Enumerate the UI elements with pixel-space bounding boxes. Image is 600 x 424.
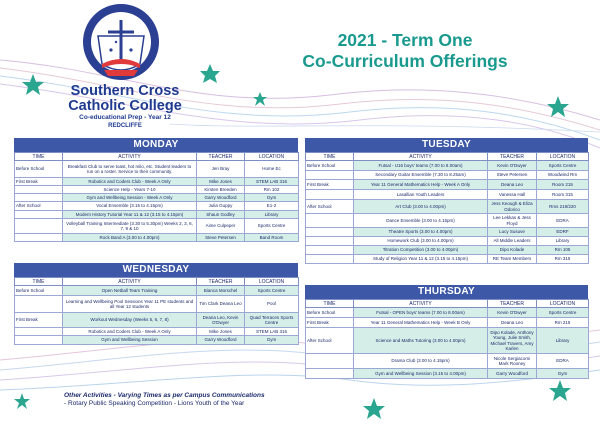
monday-panel xyxy=(14,138,298,242)
activity-cell: Homework Club (3.00 to 4.00pm) xyxy=(354,237,488,246)
activity-cell: Breakfast Club to serve toast, hot milo, etc. Student leaders to run on a roster. Service to their community. xyxy=(63,161,197,178)
col-time: TIME xyxy=(306,300,354,308)
teacher-cell: Tim Clark Deana Leo xyxy=(197,296,245,313)
col-activity: ACTIVITY xyxy=(63,278,197,286)
activity-cell: Open Netball Team Training xyxy=(63,286,197,296)
table-row xyxy=(15,296,299,313)
location-cell: Quad Terraces Sports Centre xyxy=(245,313,299,328)
col-activity: ACTIVITY xyxy=(63,153,197,161)
activity-cell: Rock Band A (3.00 to 4.00pm) xyxy=(63,234,197,242)
star-icon xyxy=(549,380,571,401)
activity-cell: Learning and Wellbeing Pool Sessions Year 11 PE students and all Year 12 students xyxy=(63,296,197,313)
time-cell: Before School xyxy=(306,161,354,171)
location-cell: Rm 105 xyxy=(537,246,589,255)
location-cell: Room 215 xyxy=(537,180,589,190)
time-cell xyxy=(15,186,63,194)
time-cell xyxy=(306,228,354,237)
location-cell: Rm 102 xyxy=(245,186,299,194)
table-row xyxy=(306,214,589,228)
table-row xyxy=(306,369,589,379)
teacher-cell: All Middle Leaders xyxy=(488,237,537,246)
activity-cell: Gym and Wellbeing Session - Week A Only xyxy=(63,194,197,202)
teacher-cell: Kirsten Breeden xyxy=(197,186,245,194)
table-row xyxy=(306,180,589,190)
activity-cell: Futsal - U16 boys' teams (7.00 to 8.00am) xyxy=(354,161,488,171)
teacher-cell: Dipo Kolade, Anthony Young, Julie Smith, Michael Travers, Amy Karlen xyxy=(488,328,537,354)
time-cell xyxy=(15,296,63,313)
time-cell: First Break xyxy=(306,318,354,328)
time-cell xyxy=(306,255,354,264)
time-cell: First Break xyxy=(15,313,63,328)
activity-cell: Gym and Wellbeing Session (3.15 to 4.00pm) xyxy=(354,369,488,379)
time-cell: Before School xyxy=(306,308,354,318)
location-cell: Gym xyxy=(537,369,589,379)
table-row xyxy=(306,354,589,369)
wednesday-table xyxy=(14,277,299,345)
teacher-cell: Dipo Kolade xyxy=(488,246,537,255)
time-cell xyxy=(306,369,354,379)
location-cell: Sports Centre xyxy=(245,219,299,234)
monday-heading: MONDAY xyxy=(14,138,298,152)
title-term: 2021 - Term One xyxy=(337,30,473,50)
table-row xyxy=(306,190,589,200)
activity-cell: Workout Wednesday (Weeks 5, 6, 7, 8) xyxy=(63,313,197,328)
activity-cell: Vocal Ensemble (3.15 to 4.15pm) xyxy=(63,202,197,211)
time-cell xyxy=(15,211,63,219)
location-cell: STEM LAB 316 xyxy=(245,328,299,336)
teacher-cell: Kevin O'Dwyer xyxy=(488,161,537,171)
location-cell: Rm 215 xyxy=(537,318,589,328)
time-cell: After School xyxy=(306,328,354,354)
star-icon xyxy=(547,96,569,117)
col-time: TIME xyxy=(15,153,63,161)
activity-cell: Science Help - Years 7-10 xyxy=(63,186,197,194)
footer-heading: Other Activities - Varying Times as per Campus Communications xyxy=(64,392,265,399)
time-cell xyxy=(306,246,354,255)
location-cell: Library xyxy=(537,328,589,354)
location-cell: Gym xyxy=(245,336,299,345)
col-activity: ACTIVITY xyxy=(354,300,488,308)
teacher-cell: Nicole Sergiacomi Mark Rooney xyxy=(488,354,537,369)
tuesday-heading: TUESDAY xyxy=(305,138,588,152)
star-icon xyxy=(200,64,220,83)
location-cell: Rms 219/220 xyxy=(537,200,589,214)
location-cell: EDRA xyxy=(537,354,589,369)
table-row xyxy=(306,255,589,264)
star-icon xyxy=(14,393,30,409)
table-row xyxy=(15,194,299,202)
location-cell: Band Room xyxy=(245,234,299,242)
table-row xyxy=(306,246,589,255)
table-row xyxy=(306,171,589,180)
col-teacher: TEACHER xyxy=(488,300,537,308)
teacher-cell: Jen Bray xyxy=(197,161,245,178)
monday-table xyxy=(14,152,299,242)
activity-cell: Year 11 General Mathematics Help - Week A Only xyxy=(354,180,488,190)
table-row xyxy=(15,161,299,178)
footer-other-activities xyxy=(64,392,364,407)
table-row xyxy=(15,202,299,211)
activity-cell: Year 11 General Mathematics Help - Week B Only xyxy=(354,318,488,328)
tuesday-table xyxy=(305,152,589,264)
activity-cell: Volleyball Training Intermediate (3.30 to 5.30pm) Weeks 2, 3, 6, 7, 9 & 10 xyxy=(63,219,197,234)
teacher-cell: Kevin O'Dwyer xyxy=(488,308,537,318)
location-cell: Sports Centre xyxy=(537,308,589,318)
col-teacher: TEACHER xyxy=(197,153,245,161)
location-cell: STEM LAB 316 xyxy=(245,178,299,186)
activity-cell: Science and Maths Tutoring (3.00 to 4.00pm) xyxy=(354,328,488,354)
time-cell: First Break xyxy=(306,180,354,190)
star-icon xyxy=(22,74,44,95)
teacher-cell: Julia Guppy xyxy=(197,202,245,211)
teacher-cell: Garry Woodford xyxy=(197,194,245,202)
tuesday-panel xyxy=(305,138,588,264)
teacher-cell: Aime Culpeper xyxy=(197,219,245,234)
table-row xyxy=(15,219,299,234)
col-location: LOCATION xyxy=(537,300,589,308)
time-cell: First Break xyxy=(15,178,63,186)
table-row xyxy=(306,161,589,171)
location-cell: Home Ec xyxy=(245,161,299,178)
table-row xyxy=(306,237,589,246)
table-row xyxy=(15,286,299,296)
college-crest-logo xyxy=(78,2,164,84)
teacher-cell: Steve Petersen xyxy=(488,171,537,180)
col-location: LOCATION xyxy=(245,153,299,161)
teacher-cell: Mike Jones xyxy=(197,178,245,186)
activity-cell: Art Club (3.00 to 4.00pm) xyxy=(354,200,488,214)
wednesday-heading: WEDNESDAY xyxy=(14,263,298,277)
table-row xyxy=(306,200,589,214)
teacher-cell: Mike Jones xyxy=(197,328,245,336)
activity-cell: Drama Club (3.00 to 4.15pm) xyxy=(354,354,488,369)
table-row xyxy=(15,234,299,242)
location-cell: Sports Centre xyxy=(537,161,589,171)
page-title xyxy=(250,30,560,72)
location-cell: Gym xyxy=(245,194,299,202)
teacher-cell: Deana Leo, Kevin O'Dwyer xyxy=(197,313,245,328)
activity-cell: Theatre Sports (3.00 to 4.00pm) xyxy=(354,228,488,237)
time-cell xyxy=(306,190,354,200)
location-cell: Room 315 xyxy=(537,190,589,200)
teacher-cell: Bianca Morschel xyxy=(197,286,245,296)
activity-cell: Study of Religion Year 11 & 12 (3.15 to 4.15pm) xyxy=(354,255,488,264)
title-subtitle: Co-Curriculum Offerings xyxy=(302,51,508,71)
time-cell xyxy=(306,354,354,369)
wednesday-panel xyxy=(14,263,298,345)
school-name-line2: Catholic College xyxy=(68,97,182,114)
time-cell xyxy=(15,328,63,336)
time-cell: After School xyxy=(15,202,63,211)
teacher-cell: Deana Leo xyxy=(488,318,537,328)
location-cell: Pool xyxy=(245,296,299,313)
col-time: TIME xyxy=(15,278,63,286)
activity-cell: Robotics and Coders Club - Week A Only xyxy=(63,178,197,186)
col-teacher: TEACHER xyxy=(488,153,537,161)
activity-cell: Lasallian Youth Leaders xyxy=(354,190,488,200)
teacher-cell: Jess Keough & Eliza Odorico xyxy=(488,200,537,214)
table-row xyxy=(306,328,589,354)
location-cell: Sports Centre xyxy=(245,286,299,296)
location-cell: E1-2 xyxy=(245,202,299,211)
col-teacher: TEACHER xyxy=(197,278,245,286)
table-row xyxy=(15,313,299,328)
star-icon xyxy=(363,398,385,419)
school-name-block xyxy=(60,84,190,129)
time-cell: After School xyxy=(306,200,354,214)
time-cell xyxy=(306,171,354,180)
teacher-cell: Shaun Godley xyxy=(197,211,245,219)
table-row xyxy=(15,186,299,194)
table-row xyxy=(15,211,299,219)
time-cell xyxy=(15,234,63,242)
teacher-cell: Garry Woodford xyxy=(197,336,245,345)
col-location: LOCATION xyxy=(245,278,299,286)
time-cell xyxy=(15,194,63,202)
school-tagline: Co-educational Prep - Year 12 xyxy=(79,114,171,121)
school-location: REDCLIFFE xyxy=(108,122,142,129)
teacher-cell: Deana Leo xyxy=(488,180,537,190)
location-cell: EDRA xyxy=(537,214,589,228)
activity-cell: Robotics and Coders Club - Week A Only xyxy=(63,328,197,336)
school-name-line1: Southern Cross xyxy=(70,83,180,99)
teacher-cell: Lee Lekkas & Jess Floyd xyxy=(488,214,537,228)
teacher-cell: Steve Petersen xyxy=(197,234,245,242)
activity-cell: Secondary Guitar Ensemble (7.30 to 8.25am) xyxy=(354,171,488,180)
location-cell: Library xyxy=(537,237,589,246)
teacher-cell: Lucy Susuve xyxy=(488,228,537,237)
location-cell: Woodwind Rm xyxy=(537,171,589,180)
activity-cell: Modern History Tutorial Year 11 & 12 (3.15 to 4.15pm) xyxy=(63,211,197,219)
activity-cell: Titration Competition (3.00 to 4.00pm) xyxy=(354,246,488,255)
time-cell xyxy=(306,237,354,246)
activity-cell: Futsal - OPEN boys' teams (7.00 to 8.00am) xyxy=(354,308,488,318)
location-cell: EDRF xyxy=(537,228,589,237)
time-cell xyxy=(306,214,354,228)
table-row xyxy=(306,228,589,237)
thursday-heading: THURSDAY xyxy=(305,285,588,299)
activity-cell: Gym and Wellbeing Session xyxy=(63,336,197,345)
time-cell xyxy=(15,336,63,345)
footer-line: - Rotary Public Speaking Competition - Lions Youth of the Year xyxy=(64,400,245,407)
col-location: LOCATION xyxy=(537,153,589,161)
teacher-cell: Vanessa Hall xyxy=(488,190,537,200)
table-row xyxy=(15,328,299,336)
time-cell xyxy=(15,219,63,234)
table-row xyxy=(15,336,299,345)
location-cell: Rm 315 xyxy=(537,255,589,264)
thursday-table xyxy=(305,299,589,379)
location-cell: Library xyxy=(245,211,299,219)
table-row xyxy=(306,318,589,328)
col-activity: ACTIVITY xyxy=(354,153,488,161)
time-cell: Before School xyxy=(15,286,63,296)
star-icon xyxy=(253,92,267,106)
table-row xyxy=(306,308,589,318)
activity-cell: Dance Ensemble (3.00 to 4.15pm) xyxy=(354,214,488,228)
col-time: TIME xyxy=(306,153,354,161)
teacher-cell: Garry Woodford xyxy=(488,369,537,379)
table-row xyxy=(15,178,299,186)
thursday-panel xyxy=(305,285,588,379)
teacher-cell: RE Team Members xyxy=(488,255,537,264)
time-cell: Before School xyxy=(15,161,63,178)
